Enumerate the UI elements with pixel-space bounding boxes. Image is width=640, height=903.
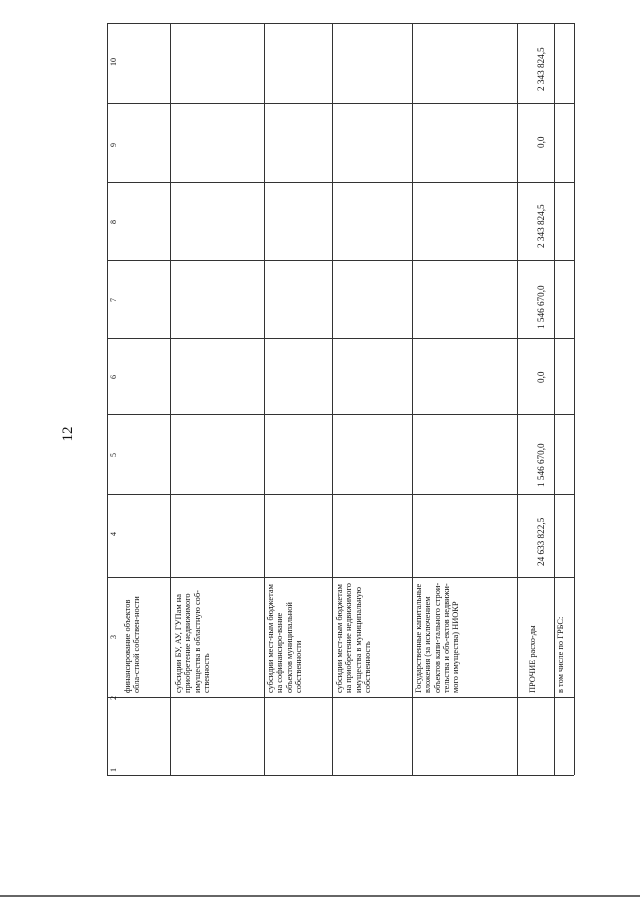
column-number-8: 8 — [109, 220, 118, 224]
value-col-4: 24 633 822,5 — [536, 517, 546, 566]
column-divider — [107, 103, 574, 104]
column-divider — [107, 494, 574, 495]
column-divider — [107, 338, 574, 339]
row-label-local-cofinancing: субсидии мест-ным бюджетам на софинансиро-вание объектов муниципальной собственности — [266, 584, 303, 693]
column-number-6: 6 — [109, 375, 118, 379]
table-border-right — [574, 23, 575, 775]
value-col-6: 0,0 — [536, 371, 546, 383]
column-number-1: 1 — [109, 768, 118, 772]
row-label-local-property: субсидии мест-ным бюджетам на приобретение недвижимого имущества в муниципальную собственность — [335, 583, 372, 693]
column-divider — [107, 577, 574, 578]
table-row-divider — [517, 23, 518, 775]
table-row-divider — [170, 23, 171, 775]
row-label-financing: финансирование объектов обла-стной собствен-ности — [123, 596, 142, 693]
column-number-9: 9 — [109, 143, 118, 147]
column-number-4: 4 — [109, 532, 118, 536]
table-border-bottom — [107, 775, 574, 776]
value-col-10: 2 343 824,5 — [536, 47, 546, 91]
table-row-divider — [554, 23, 555, 775]
table-row-divider — [332, 23, 333, 775]
row-label-bu-au-gup: субсидии БУ, АУ, ГУПам на приобретение недвижимого имущества в областную соб-ственность — [174, 590, 211, 693]
column-number-2: 2 — [109, 696, 118, 700]
column-number-3: 3 — [109, 635, 118, 639]
bottom-scan-edge — [0, 895, 640, 897]
table-row-divider — [264, 23, 265, 775]
header-separator — [107, 23, 121, 775]
row-label-other-expenses: ПРОЧИЕ расхо-ды — [528, 625, 537, 693]
column-divider — [107, 414, 574, 415]
value-col-9: 0,0 — [536, 136, 546, 148]
column-divider — [107, 260, 574, 261]
row-label-capital-investments: Государственные капитальные вложения (за исключением объектов капи-тального строи-тельства и объ-ектов недвижи-мого имущества) НИОКР — [414, 582, 461, 693]
table-row-divider — [412, 23, 413, 775]
column-divider — [107, 697, 574, 698]
value-col-8: 2 343 824,5 — [536, 204, 546, 248]
row-label-by-grbs: в том числе по ГРБС: — [556, 616, 565, 693]
value-col-7: 1 546 670,0 — [536, 285, 546, 329]
column-divider — [107, 182, 574, 183]
column-number-5: 5 — [109, 453, 118, 457]
page-number: 12 — [60, 426, 76, 442]
column-number-7: 7 — [109, 298, 118, 302]
column-number-10: 10 — [109, 58, 118, 66]
value-col-5: 1 546 670,0 — [536, 443, 546, 487]
table-border-top — [107, 23, 574, 24]
